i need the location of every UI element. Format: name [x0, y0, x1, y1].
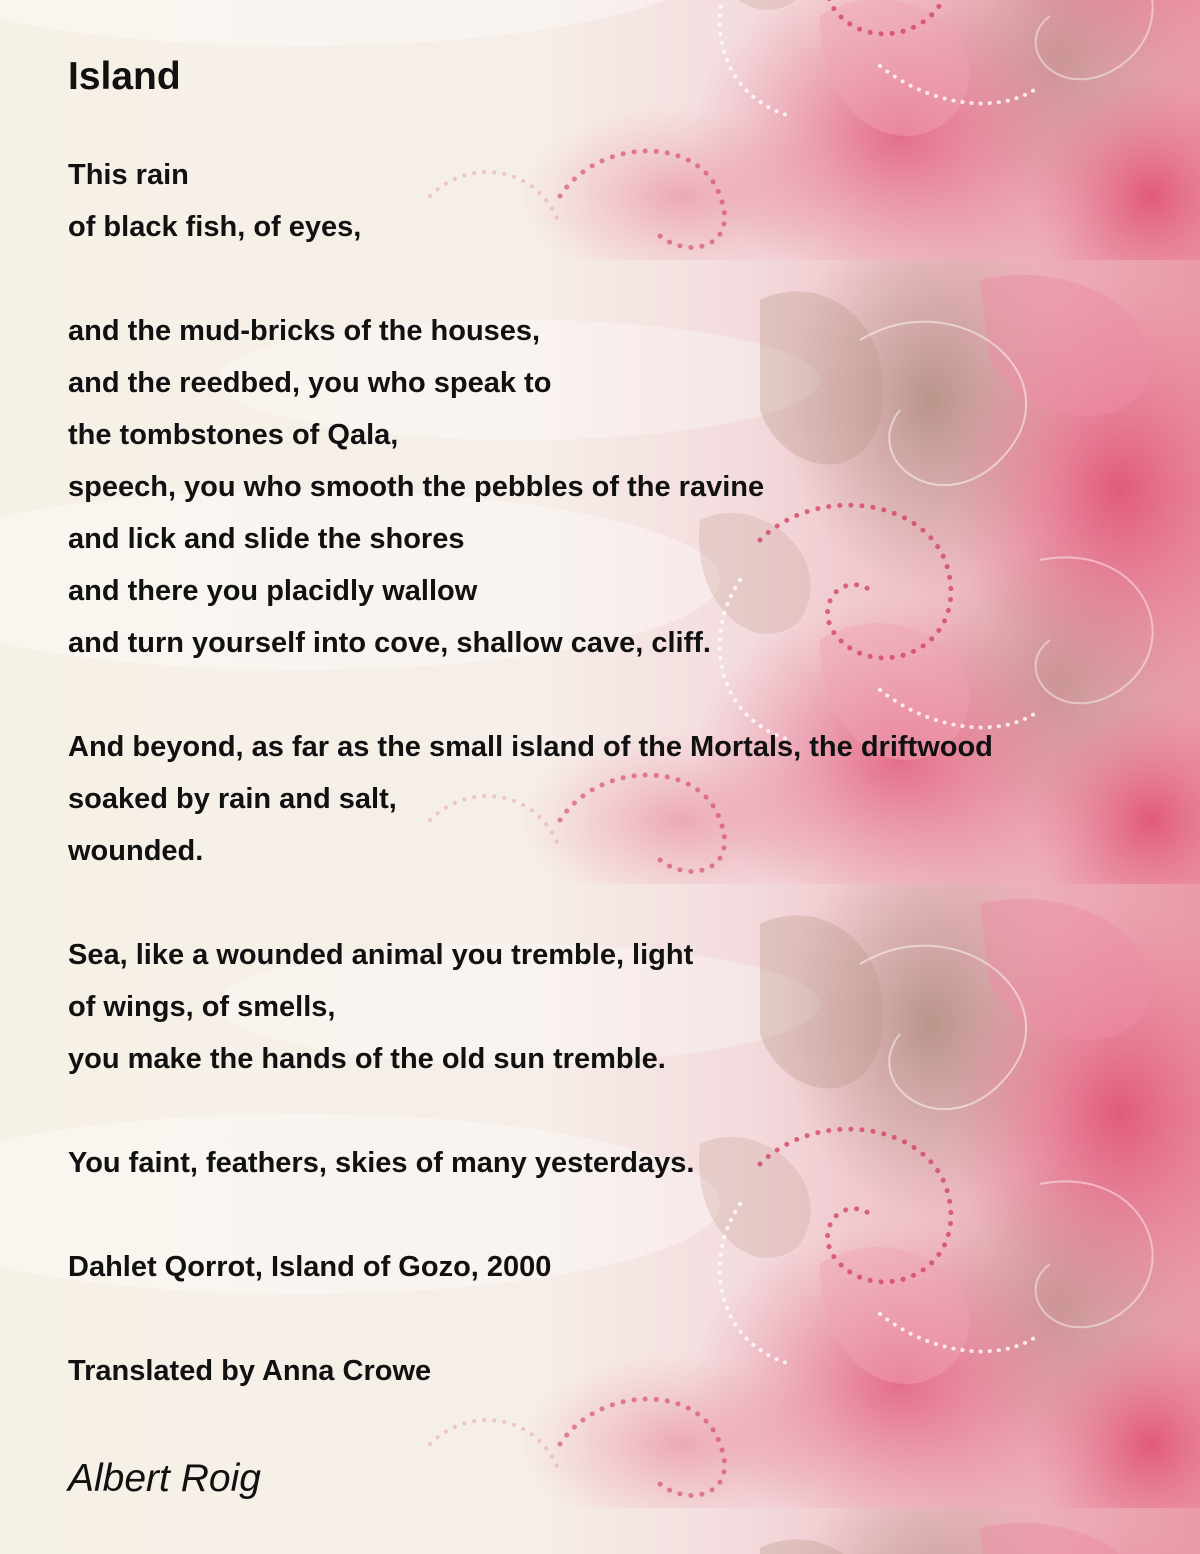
poem-line: and the reedbed, you who speak to — [68, 367, 552, 399]
poem-line: and there you placidly wallow — [68, 575, 478, 607]
poem-line — [68, 1189, 993, 1241]
poem-line — [68, 253, 993, 305]
poem-author: Albert Roig — [68, 1457, 261, 1500]
poem-line — [68, 669, 993, 721]
poem-line: Sea, like a wounded animal you tremble, light — [68, 939, 694, 971]
poem-line: the tombstones of Qala, — [68, 419, 399, 451]
poem-title: Island — [68, 55, 181, 98]
background-tile — [0, 1508, 1200, 1554]
poem-line: And beyond, as far as the small island of the Mortals, the driftwood — [68, 731, 993, 763]
poem-line: you make the hands of the old sun tremble. — [68, 1043, 666, 1075]
poem-line: and turn yourself into cove, shallow cave, cliff. — [68, 627, 711, 659]
poem-line: and lick and slide the shores — [68, 523, 465, 555]
poem-line: of wings, of smells, — [68, 991, 336, 1023]
poem-line — [68, 1293, 993, 1345]
poem-line: soaked by rain and salt, — [68, 783, 397, 815]
poem-line: This rain — [68, 159, 189, 191]
poem-line: of black fish, of eyes, — [68, 211, 362, 243]
poem-line: and the mud-bricks of the houses, — [68, 315, 541, 347]
poem-line: Dahlet Qorrot, Island of Gozo, 2000 — [68, 1251, 552, 1283]
poem-line: You faint, feathers, skies of many yesterdays. — [68, 1147, 695, 1179]
poem-line — [68, 877, 993, 929]
poem-line: wounded. — [68, 835, 204, 867]
poem-body — [68, 149, 993, 1397]
poem-line — [68, 1085, 993, 1137]
poem-line: speech, you who smooth the pebbles of the ravine — [68, 471, 765, 503]
poem-line: Translated by Anna Crowe — [68, 1355, 432, 1387]
